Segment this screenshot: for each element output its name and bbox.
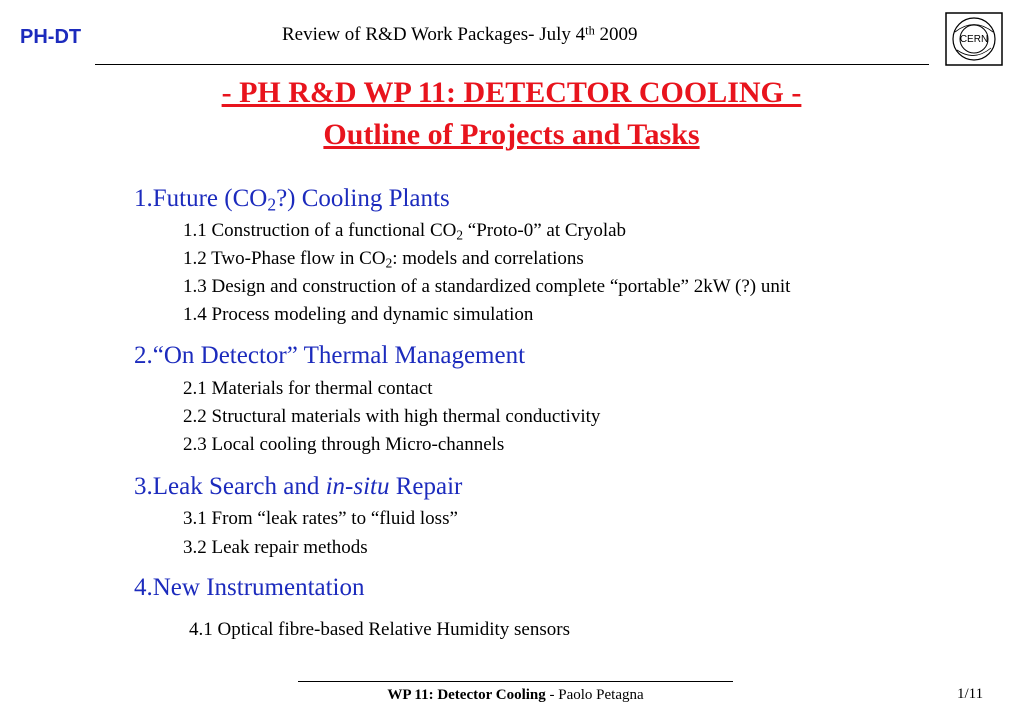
- section-1-heading: [134, 185, 450, 213]
- footer-author: - Paolo Petagna: [545, 687, 644, 703]
- header-title: [282, 24, 638, 46]
- section-1-heading-pre: 1.Future (CO: [134, 185, 268, 212]
- list-item: 3.1 From “leak rates” to “fluid loss”: [183, 508, 458, 529]
- section-4-heading: 4.New Instrumentation: [134, 574, 365, 601]
- list-item: 4.1 Optical fibre-based Relative Humidity sensors: [189, 619, 570, 640]
- header-title-suffix: 2009: [594, 24, 638, 45]
- list-item-subscript: 2: [385, 255, 393, 271]
- page-number: 1/11: [957, 686, 984, 702]
- cern-logo-text: CERN: [959, 34, 989, 45]
- list-item-text: 1.1 Construction of a functional CO: [183, 220, 457, 241]
- list-item-text-tail: : models and correlations: [392, 248, 584, 269]
- section-1-heading-post: ?) Cooling Plants: [276, 185, 450, 212]
- slide-title: - PH R&D WP 11: DETECTOR COOLING -: [221, 76, 802, 109]
- list-item: [183, 248, 584, 270]
- section-3-heading: [134, 473, 462, 501]
- list-item: 2.3 Local cooling through Micro-channels: [183, 434, 505, 455]
- list-item-text: 1.2 Two-Phase flow in CO: [183, 248, 386, 269]
- section-3-heading-post: Repair: [389, 473, 463, 500]
- cern-logo: [945, 12, 1003, 66]
- section-1-heading-sub: 2: [267, 194, 277, 215]
- section-3-heading-pre: 3.Leak Search and: [134, 473, 326, 500]
- header-title-prefix: Review of R&D Work Packages- July 4: [282, 24, 586, 45]
- footer-divider: [298, 681, 733, 682]
- list-item: 3.2 Leak repair methods: [183, 537, 368, 558]
- list-item: [183, 220, 626, 242]
- department-label: PH-DT: [20, 26, 82, 48]
- list-item: 1.4 Process modeling and dynamic simulation: [183, 304, 534, 325]
- header-title-sup: th: [585, 23, 595, 38]
- list-item-subscript: 2: [456, 227, 464, 243]
- section-3-heading-italic: in-situ: [325, 473, 390, 500]
- list-item-text-tail: “Proto-0” at Cryolab: [463, 220, 627, 241]
- list-item: 1.3 Design and construction of a standardized complete “portable” 2kW (?) unit: [183, 276, 791, 297]
- section-2-heading: 2.“On Detector” Thermal Management: [134, 342, 526, 369]
- list-item: 2.1 Materials for thermal contact: [183, 378, 433, 399]
- slide-subtitle: Outline of Projects and Tasks: [323, 118, 700, 151]
- footer: [298, 687, 733, 704]
- list-item: 2.2 Structural materials with high thermal conductivity: [183, 406, 601, 427]
- footer-title: WP 11: Detector Cooling: [387, 687, 546, 703]
- header-divider: [95, 64, 929, 65]
